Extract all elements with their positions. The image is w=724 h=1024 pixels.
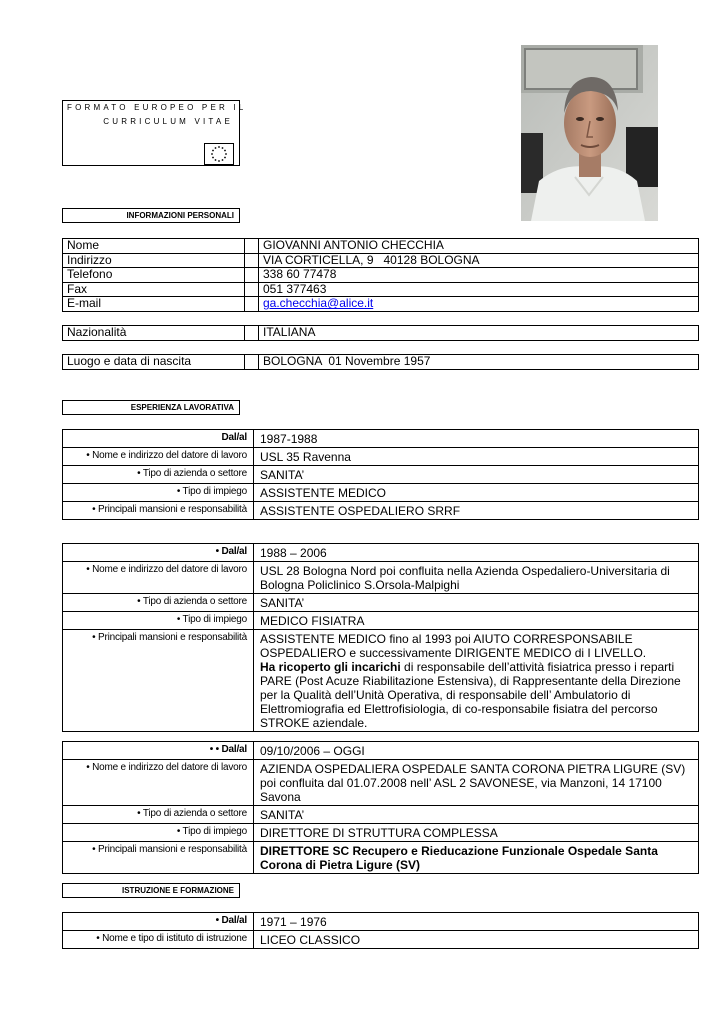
personal-info-table (62, 238, 699, 312)
job-row-dal (63, 430, 699, 448)
separator-cell (245, 282, 259, 297)
label-datore: • Nome e indirizzo del datore di lavoro (63, 760, 254, 806)
edu-row-dal (63, 913, 699, 931)
value-mansioni: DIRETTORE SC Recupero e Rieducazione Funzionale Ospedale Santa Corona di Pietra Ligure (SV) (254, 842, 699, 874)
value-fax: 051 377463 (259, 282, 699, 297)
value-settore: SANITA’ (254, 806, 699, 824)
job-table-3 (62, 741, 699, 874)
job-row-datore (63, 562, 699, 594)
label-impiego: • Tipo di impiego (63, 484, 254, 502)
row-email (63, 297, 699, 312)
row-nazionalita (63, 326, 699, 341)
label-mansioni: • Principali mansioni e responsabilità (63, 842, 254, 874)
label-nazionalita: Nazionalità (63, 326, 245, 341)
row-telefono (63, 268, 699, 283)
value-dal: 1988 – 2006 (254, 544, 699, 562)
label-dal: Dal/al (63, 430, 254, 448)
value-nome: GIOVANNI ANTONIO CHECCHIA (259, 239, 699, 254)
separator-cell (245, 268, 259, 283)
label-settore: • Tipo di azienda o settore (63, 466, 254, 484)
value-mansioni (254, 630, 699, 732)
separator-cell (245, 253, 259, 268)
label-settore: • Tipo di azienda o settore (63, 594, 254, 612)
label-dal: • Dal/al (63, 913, 254, 931)
education-table (62, 912, 699, 949)
cv-format-box (62, 100, 247, 166)
value-indirizzo: VIA CORTICELLA, 9 40128 BOLOGNA (259, 253, 699, 268)
row-nome (63, 239, 699, 254)
section-heading-work: ESPERIENZA LAVORATIVA (62, 400, 240, 415)
label-nascita: Luogo e data di nascita (63, 355, 245, 370)
separator-cell (245, 326, 259, 341)
value-settore: SANITA’ (254, 466, 699, 484)
job-row-settore (63, 594, 699, 612)
value-email-cell (259, 297, 699, 312)
label-telefono: Telefono (63, 268, 245, 283)
label-impiego: • Tipo di impiego (63, 612, 254, 630)
job-row-dal (63, 742, 699, 760)
job-table-2 (62, 543, 699, 732)
job-row-impiego (63, 824, 699, 842)
format-title-line1: FORMATO EUROPEO PER IL (67, 103, 247, 112)
label-indirizzo: Indirizzo (63, 253, 245, 268)
label-email: E-mail (63, 297, 245, 312)
mansioni-text-2: di responsabile dell’attività fisiatrica presso i reparti PARE (Post Acuze Riabilitazione Estensiva), di Rappresentante della Direzione per la Qualità dell’Unità Operativa, di responsabile dell’ Ambulatorio di Elettromiografia ed Elettrofisiologia, di co-responsabile fisiatra del percorso STROKE aziendale. (260, 660, 681, 730)
label-datore: • Nome e indirizzo del datore di lavoro (63, 562, 254, 594)
value-impiego: MEDICO FISIATRA (254, 612, 699, 630)
row-indirizzo (63, 253, 699, 268)
value-dal: 09/10/2006 – OGGI (254, 742, 699, 760)
value-nascita: BOLOGNA 01 Novembre 1957 (259, 355, 699, 370)
label-fax: Fax (63, 282, 245, 297)
value-istituto: LICEO CLASSICO (254, 931, 699, 949)
value-datore: USL 35 Ravenna (254, 448, 699, 466)
value-nazionalita: ITALIANA (259, 326, 699, 341)
separator-cell (245, 355, 259, 370)
value-datore: USL 28 Bologna Nord poi confluita nella Azienda Ospedaliero-Universitaria di Bologna Policlinico S.Orsola-Malpighi (254, 562, 699, 594)
job-row-datore (63, 760, 699, 806)
job-row-settore (63, 806, 699, 824)
job-row-impiego (63, 484, 699, 502)
label-mansioni: • Principali mansioni e responsabilità (63, 630, 254, 732)
label-settore: • Tipo di azienda o settore (63, 806, 254, 824)
value-telefono: 338 60 77478 (259, 268, 699, 283)
value-dal: 1987-1988 (254, 430, 699, 448)
separator-cell (245, 297, 259, 312)
job-row-mansioni (63, 842, 699, 874)
label-istituto: • Nome e tipo di istituto di istruzione (63, 931, 254, 949)
section-heading-personal: INFORMAZIONI PERSONALI (62, 208, 240, 223)
format-title-line2: CURRICULUM VITAE (103, 117, 233, 126)
eu-flag-icon (204, 143, 234, 165)
label-impiego: • Tipo di impiego (63, 824, 254, 842)
nationality-table (62, 325, 699, 341)
value-settore: SANITA’ (254, 594, 699, 612)
job-row-dal (63, 544, 699, 562)
job-row-settore (63, 466, 699, 484)
edu-row-istituto (63, 931, 699, 949)
job-table-1 (62, 429, 699, 520)
job-row-impiego (63, 612, 699, 630)
label-dal: • • Dal/al (63, 742, 254, 760)
email-link[interactable]: ga.checchia@alice.it (263, 296, 374, 311)
portrait-photo (521, 45, 658, 221)
value-dal: 1971 – 1976 (254, 913, 699, 931)
value-impiego: DIRETTORE DI STRUTTURA COMPLESSA (254, 824, 699, 842)
job-row-mansioni (63, 502, 699, 520)
label-mansioni: • Principali mansioni e responsabilità (63, 502, 254, 520)
value-mansioni: ASSISTENTE OSPEDALIERO SRRF (254, 502, 699, 520)
job-row-datore (63, 448, 699, 466)
label-datore: • Nome e indirizzo del datore di lavoro (63, 448, 254, 466)
label-dal: • Dal/al (63, 544, 254, 562)
row-fax (63, 282, 699, 297)
section-heading-education: ISTRUZIONE E FORMAZIONE (62, 883, 240, 898)
mansioni-text-1: ASSISTENTE MEDICO fino al 1993 poi AIUTO CORRESPONSABILE OSPEDALIERO e successivamente DIRIGENTE MEDICO di I LIVELLO. (260, 632, 647, 660)
value-datore: AZIENDA OSPEDALIERA OSPEDALE SANTA CORONA PIETRA LIGURE (SV) poi confluita dal 01.07.2008 nell’ ASL 2 SAVONESE, via Manzoni, 14 17100 Savona (254, 760, 699, 806)
separator-cell (245, 239, 259, 254)
value-impiego: ASSISTENTE MEDICO (254, 484, 699, 502)
row-nascita (63, 355, 699, 370)
job-row-mansioni (63, 630, 699, 732)
mansioni-bold-text: Ha ricoperto gli incarichi (260, 660, 401, 674)
label-nome: Nome (63, 239, 245, 254)
birth-table (62, 354, 699, 370)
